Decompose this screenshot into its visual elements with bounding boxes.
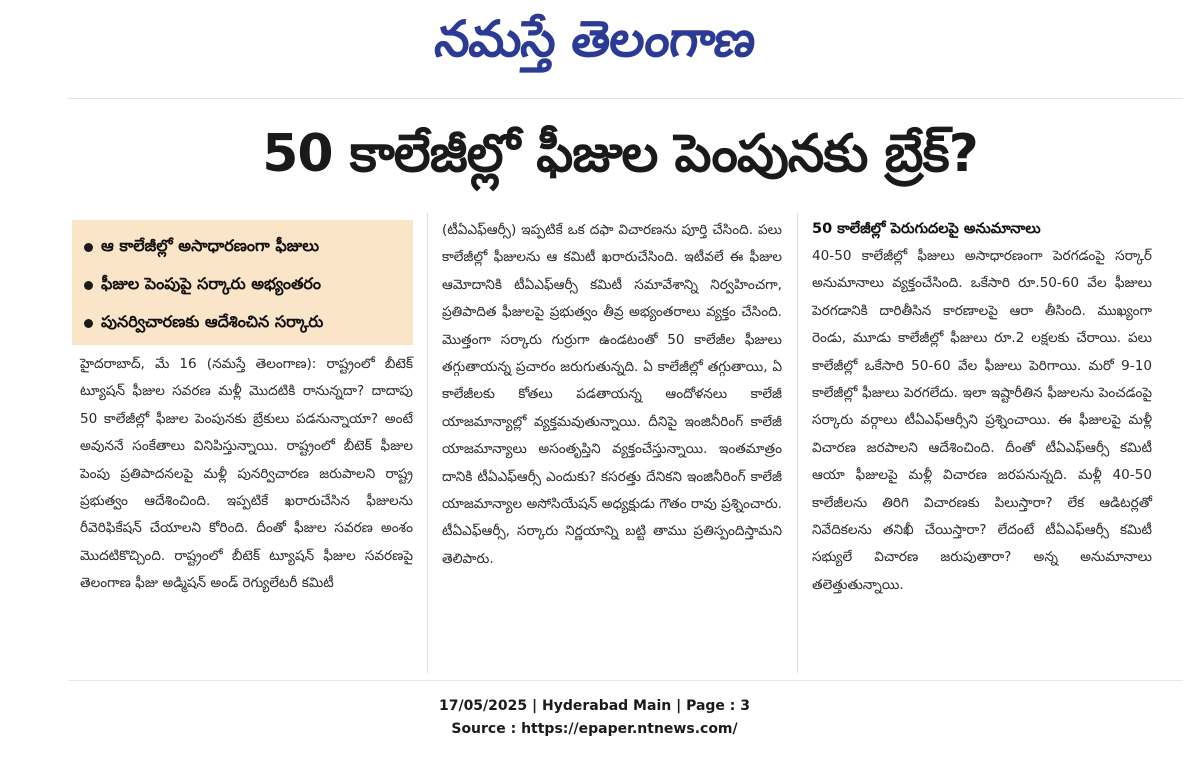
article-column-1: హైదరాబాద్, మే 16 (నమస్తే తెలంగాణ): రాష్ట్రంలో బీటెక్ ట్యూషన్ ఫీజుల సవరణ మళ్లీ మొదటికి రానున్నదా? దాదాపు 50 కాలేజీల్లో ఫీజుల పెంపునకు బ్రేకులు పడనున్నాయా? అంటే అవుననే సంకేతాలు వినిపిస్తున్నాయి. రాష్ట్రంలో బీటెక్ ఫీజుల పెంపు ప్రతిపాదనలపై మళ్లీ పునర్విచారణ జరుపాలని రాష్ట్ర ప్రభుత్వం ఆదేశించింది. ఇప్పటికే ఖరారుచేసిన ఫీజులను రీవెరిఫికేషన్ చేయాలని కోరింది. దీంతో ఫీజుల సవరణ అంశం మొదటికొచ్చింది. రాష్ట్రంలో బీటెక్ ట్యూషన్ ఫీజుల సవరణపై తెలంగాణ ఫీజు అడ్మిషన్ అండ్ రెగ్యులేటరీ కమిటీ [80,356,413,592]
column-divider [427,213,428,673]
highlight-item [84,228,407,266]
highlight-text: పునర్విచారణకు ఆదేశించిన సర్కారు [101,311,324,331]
column-body: 40-50 కాలేజీల్లో ఫీజులు అసాధారణంగా పెరగడంపై సర్కార్ అనుమానాలు వ్యక్తంచేసింది. ఒకేసారి రూ.50-60 వేల ఫీజులు పెరగడానికి దారితీసిన కారణాలపై ఆరా తీసింది. ముఖ్యంగా రెండు, మూడు కాలేజీల్లో ఫీజులు రూ.2 లక్షలకు చేరాయి. పలు కాలేజీల్లో ఒకేసారి 50-60 వేల ఫీజులు పెరిగాయి. మరో 9-10 కాలేజీల్లో ఫీజులు పెరగలేదు. ఇలా ఇష్టారీతిన ఫీజులను పెంచడంపై సర్కారు వర్గాలు టీఏఎఫ్ఆర్సీని ప్రశ్నించాయి. ఈ ఫీజులపై మళ్లీ విచారణ జరపాలని ఆదేశించింది. దీంతో టీఏఎఫ్ఆర్సీ కమిటీ ఆయా ఫీజులపై మళ్లీ విచారణ జరపనున్నది. మళ్లీ 40-50 కాలేజీలను తిరిగి విచారణకు పిలుస్తారా? లేక ఆడిటర్లతో నివేదికలను తనిఖీ చేయిస్తారా? లేదంటే టీఏఎఫ్ఆర్సీ కమిటీ సభ్యులే విచారణ జరుపుతారా? అన్న అనుమానాలు తలెత్తుతున్నాయి. [812,248,1152,593]
highlight-text: ఫీజుల పెంపుపై సర్కారు అభ్యంతరం [101,273,321,293]
footer-date-edition: 17/05/2025 | Hyderabad Main | Page : 3 [438,698,751,714]
column-subheading: 50 కాలేజీల్లో పెరుగుదలపై అనుమానాలు [812,221,1041,237]
highlight-item [84,266,407,304]
highlight-item [84,304,407,342]
top-divider [68,98,1183,99]
headline: 50 కాలేజీల్లో ఫీజుల పెంపునకు బ్రేక్? [262,124,978,184]
masthead-logo: నమస్తే తెలంగాణ [432,10,758,68]
bullet-icon [84,319,93,328]
article-column-3 [812,217,1152,599]
article-column-2: (టీఏఎఫ్ఆర్సీ) ఇప్పటికే ఒక దఫా విచారణను పూర్తి చేసింది. పలు కాలేజీల్లో ఫీజులను ఆ కమిటీ ఖరారుచేసింది. ఇటీవలే ఈ ఫీజుల ఆమోదానికి టీఏఎఫ్ఆర్సీ కమిటీ సమావేశాన్ని నిర్వహించగా, ప్రతిపాదిత ఫీజులపై ప్రభుత్వం తీవ్ర అభ్యంతరాలు వ్యక్తం చేసింది. మొత్తంగా సర్కారు గుర్రుగా ఉండటంతో 50 కాలేజీల ఫీజులు తగ్గుతాయన్న ప్రచారం జరుగుతున్నది. ఏ కాలేజీల్లో తగ్గుతాయి, ఏ కాలేజీలకు కోతలు పడతాయన్న ఆందోళనలు కాలేజీ యాజమాన్యాల్లో వ్యక్తమవుతున్నాయి. దీనిపై ఇంజినీరింగ్ కాలేజీ యాజమాన్యాలు అసంతృప్తిని వ్యక్తంచేస్తున్నాయి. ఇంతమాత్రం దానికి టీఏఎఫ్ఆర్సీ ఎందుకు? కసరత్తు దేనికని ఇంజినీరింగ్ కాలేజీ యాజమాన్యాల అసోసియేషన్ అధ్యక్షుడు గౌతం రావు ప్రశ్నించారు. టీఏఎఫ్ఆర్సీ, సర్కారు నిర్ణయాన్ని బట్టి తాము ప్రతిస్పందిస్తామని తెలిపారు. [442,222,782,567]
bullet-icon [84,243,93,252]
bottom-divider [68,680,1183,681]
bullet-icon [84,281,93,290]
footer-source: Source : https://epaper.ntnews.com/ [451,721,738,737]
highlight-text: ఆ కాలేజీల్లో అసాధారణంగా ఫీజులు [101,235,320,255]
highlights-box [72,220,413,345]
column-divider [797,213,798,673]
